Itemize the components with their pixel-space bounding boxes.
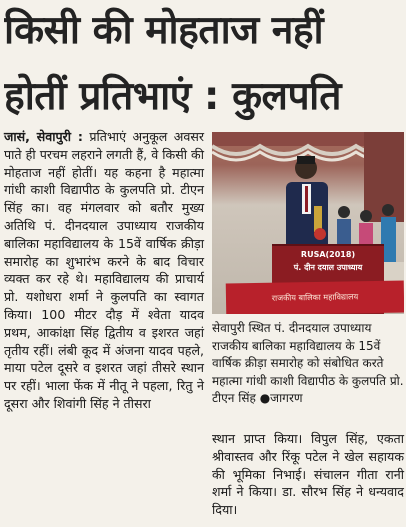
photo-credit: जागरण xyxy=(270,391,303,406)
caption-text: सेवापुरी स्थित पं. दीनदयाल उपाध्याय राजकीय बालिका महाविद्यालय के 15वें वार्षिक क्रीड़ा समारोह को संबोधित करते महात्मा गांधी काशी विद्यापीठ के कुलपति प्रो. टीएन सिंह xyxy=(212,321,404,406)
college-banner xyxy=(226,280,404,314)
news-photo xyxy=(212,132,404,314)
article-column-left xyxy=(4,128,204,413)
headline-line-1: किसी की मोहताज नहीं xyxy=(4,8,324,53)
podium-label-1: RUSA(2018) xyxy=(300,250,356,259)
article-column-right xyxy=(212,430,404,519)
podium-label-2: पं. दीन दयाल उपाध्याय xyxy=(293,263,363,272)
article-body-left xyxy=(4,128,204,413)
photo-caption xyxy=(212,320,404,408)
banner-label: राजकीय बालिका महाविद्यालय xyxy=(271,292,359,303)
dateline: जासं, सेवापुरी : xyxy=(4,129,83,144)
credit-dot-icon: ● xyxy=(259,391,271,406)
article-text-right: स्थान प्राप्त किया। विपुल सिंह, एकता श्रीवास्तव और रिंकू पटेल ने खेल सहायक की भूमिका निभाई। संचालन गीता रानी शर्मा ने किया। डा. सौरभ सिंह ने धन्यवाद दिया। xyxy=(212,431,404,518)
article-text-left: प्रतिभाएं अनुकूल अवसर पाते ही परचम लहराने लगती हैं, वे किसी की मोहताज नहीं होतीं। यह कहना है महात्मा गांधी काशी विद्यापीठ के कुलपति प्रो. टीएन सिंह का। वह मंगलवार को बतौर मुख्य अतिथि पं. दीनदयाल उपाध्याय राजकीय बालिका महाविद्यालय के 15वें वार्षिक क्रीड़ा समारोह का शुभारंभ करने के बाद विचार व्यक्त कर रहे थे। महाविद्यालय की प्राचार्य प्रो. यशोधरा शर्मा ने कुलपति का स्वागत किया। 100 मीटर दौड़ में श्वेता यादव प्रथम, आकांक्षा सिंह द्वितीय व इशरत जहां तृतीय रहीं। लंबी कूद में अंजना यादव पहले, माया पटेल दूसरे व इशरत जहां तीसरे स्थान पर रहीं। भाला फेंक में नीतू ने पहला, रितु ने दूसरा और शिवांगी सिंह ने तीसरा xyxy=(4,129,204,411)
headline-line-2: होतीं प्रतिभाएं : कुलपति xyxy=(4,74,341,119)
